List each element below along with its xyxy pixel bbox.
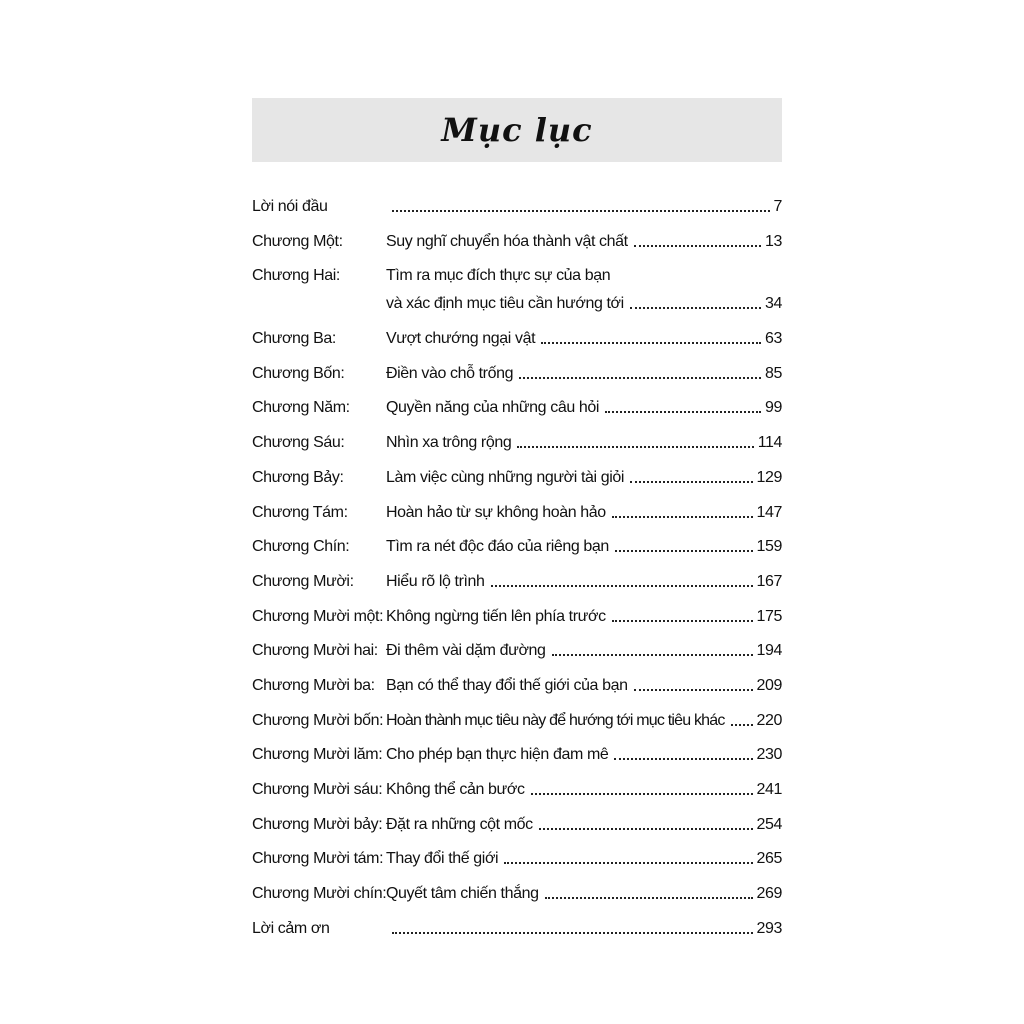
toc-row[interactable]	[252, 919, 782, 939]
dot-leader	[634, 244, 761, 247]
toc-page-number: 147	[756, 503, 782, 521]
toc-title: Không ngừng tiến lên phía trước	[386, 607, 606, 625]
toc-title: Hoàn hảo từ sự không hoàn hảo	[386, 503, 606, 521]
toc-page-number: 241	[756, 781, 782, 798]
toc-label: Chương Năm:	[252, 399, 350, 417]
toc-label: Chương Mười tám:	[252, 850, 384, 868]
toc-row[interactable]	[252, 398, 782, 418]
toc-page-number: 7	[773, 198, 782, 215]
toc-row[interactable]	[252, 364, 782, 384]
toc-row[interactable]	[252, 849, 782, 869]
toc-label: Chương Chín:	[252, 538, 350, 556]
toc-page-number: 265	[756, 850, 782, 868]
toc-label: Chương Bốn:	[252, 364, 345, 382]
toc-page-number: 63	[765, 330, 782, 348]
dot-leader	[731, 723, 753, 726]
toc-page-number: 99	[765, 399, 782, 417]
toc-title: Suy nghĩ chuyển hóa thành vật chất	[386, 232, 628, 250]
dot-leader	[605, 410, 761, 413]
toc-label: Chương Mười sáu:	[252, 781, 383, 798]
toc-label: Chương Mười một:	[252, 607, 384, 625]
toc-page-number: 13	[765, 232, 782, 250]
toc-title: Không thể cản bước	[386, 781, 525, 798]
dot-leader	[504, 861, 752, 864]
toc-title: Hoàn thành mục tiêu này để hướng tới mục tiêu khác	[386, 711, 725, 729]
toc-title: Quyền năng của những câu hỏi	[386, 399, 600, 417]
toc-row[interactable]	[252, 815, 782, 835]
toc-label: Chương Mười bảy:	[252, 815, 383, 833]
toc-title: Quyết tâm chiến thắng	[386, 885, 539, 903]
toc-label: Chương Mười hai:	[252, 642, 378, 660]
toc-page-number: 209	[756, 676, 782, 694]
toc-label: Chương Mười lăm:	[252, 746, 383, 764]
toc-title: Vượt chướng ngại vật	[386, 330, 536, 348]
toc-row[interactable]	[252, 232, 782, 252]
toc-page-number: 175	[756, 607, 782, 625]
toc-row[interactable]	[252, 468, 782, 488]
dot-leader	[491, 584, 753, 587]
toc-row[interactable]	[252, 676, 782, 696]
toc-label: Chương Mười bốn:	[252, 711, 384, 729]
toc-row[interactable]	[252, 641, 782, 661]
toc-label: Chương Tám:	[252, 503, 348, 521]
toc-title: Điền vào chỗ trống	[386, 364, 514, 382]
toc-title: Đi thêm vài dặm đường	[386, 642, 546, 660]
toc-title: Tìm ra nét độc đáo của riêng bạn	[386, 538, 609, 556]
toc-page-number: 254	[756, 815, 782, 833]
dot-leader	[545, 896, 753, 899]
dot-leader	[392, 209, 770, 212]
dot-leader	[531, 792, 753, 795]
toc-page-number: 159	[756, 538, 782, 556]
toc-page-number: 230	[756, 746, 782, 764]
table-of-contents	[252, 197, 782, 953]
toc-title: Nhìn xa trông rộng	[386, 434, 512, 452]
dot-leader	[541, 341, 761, 344]
toc-row[interactable]	[252, 433, 782, 453]
toc-title: Làm việc cùng những người tài giỏi	[386, 468, 625, 486]
toc-label: Chương Sáu:	[252, 434, 345, 452]
toc-page-number: 85	[765, 364, 782, 382]
dot-leader	[612, 515, 753, 518]
toc-title: Bạn có thể thay đổi thế giới của bạn	[386, 676, 628, 694]
toc-header	[252, 98, 782, 162]
toc-row[interactable]	[252, 711, 782, 731]
dot-leader	[634, 688, 753, 691]
toc-page-number: 269	[756, 885, 782, 903]
dot-leader	[630, 306, 761, 309]
toc-label: Chương Mười:	[252, 572, 354, 590]
dot-leader	[615, 549, 753, 552]
toc-label: Chương Ba:	[252, 330, 336, 348]
toc-page-number: 167	[756, 572, 782, 590]
toc-title: Thay đổi thế giới	[386, 850, 499, 868]
dot-leader	[392, 931, 753, 934]
toc-title: Đặt ra những cột mốc	[386, 815, 533, 833]
dot-leader	[519, 376, 761, 379]
toc-label: Chương Hai:	[252, 267, 340, 285]
toc-row[interactable]	[252, 197, 782, 217]
toc-row[interactable]	[252, 329, 782, 349]
page-title: Mục lục	[441, 111, 593, 149]
toc-page-number: 220	[756, 711, 782, 729]
toc-row[interactable]	[252, 884, 782, 904]
toc-label: Chương Bảy:	[252, 468, 344, 486]
dot-leader	[539, 827, 753, 830]
toc-label: Chương Một:	[252, 232, 343, 250]
toc-row[interactable]	[252, 537, 782, 557]
dot-leader	[552, 653, 753, 656]
toc-row[interactable]	[252, 572, 782, 592]
toc-page-number: 114	[757, 434, 782, 452]
toc-row[interactable]	[252, 607, 782, 627]
toc-title: Cho phép bạn thực hiện đam mê	[386, 746, 609, 764]
toc-label: Chương Mười ba:	[252, 676, 375, 694]
toc-page-number: 293	[756, 919, 782, 937]
toc-row[interactable]	[252, 266, 782, 314]
toc-title-line1: Tìm ra mục đích thực sự của bạn	[386, 267, 611, 285]
dot-leader	[517, 445, 753, 448]
dot-leader	[612, 619, 753, 622]
toc-page-number: 194	[756, 642, 782, 660]
toc-row[interactable]	[252, 503, 782, 523]
toc-label: Lời nói đầu	[252, 198, 328, 215]
toc-title: và xác định mục tiêu cần hướng tới	[386, 295, 624, 313]
toc-label: Chương Mười chín:	[252, 885, 387, 903]
toc-page-number: 34	[765, 295, 782, 313]
toc-row[interactable]	[252, 780, 782, 800]
dot-leader	[614, 757, 752, 760]
toc-row[interactable]	[252, 745, 782, 765]
dot-leader	[630, 480, 752, 483]
toc-label: Lời cảm ơn	[252, 919, 330, 937]
toc-page-number: 129	[756, 468, 782, 486]
toc-title: Hiểu rõ lộ trình	[386, 572, 485, 590]
